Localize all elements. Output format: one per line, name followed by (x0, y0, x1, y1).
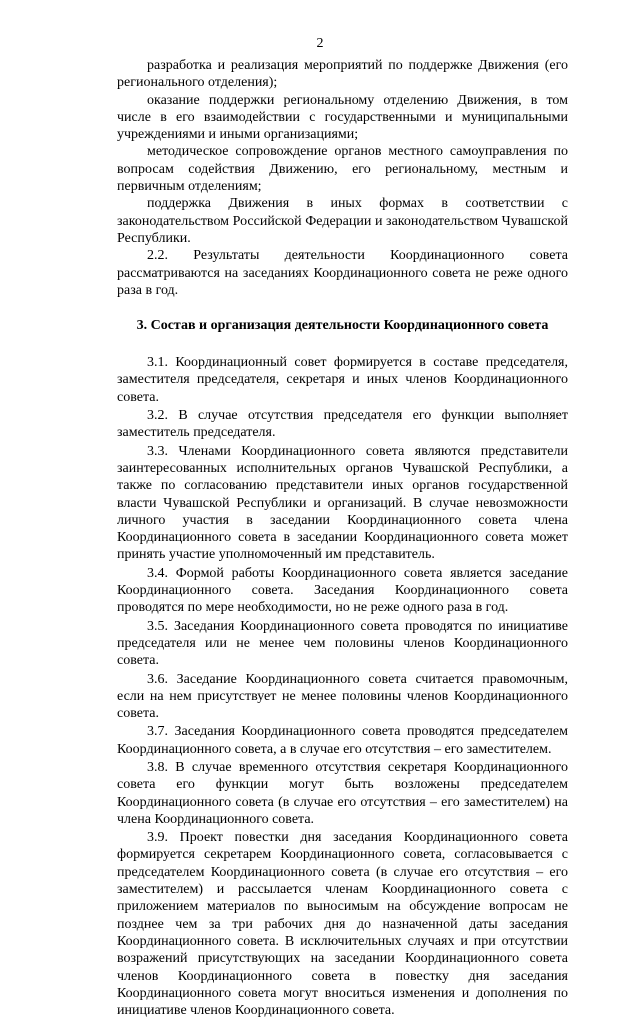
paragraph: 3.5. Заседания Координационного совета проводятся по инициативе председателя или не менее чем половины членов Координационного совета. (117, 618, 568, 669)
paragraph: 3.2. В случае отсутствия председателя его функции выполняет заместитель председателя. (117, 408, 568, 441)
paragraph: 3.1. Координационный совет формируется в составе председателя, заместителя председателя, секретаря и иных членов Координационного совета. (117, 355, 568, 405)
paragraph: 2.2. Результаты деятельности Координационного совета рассматриваются на заседаниях Координационного совета не реже одного раза в год. (117, 248, 568, 298)
paragraph: 3.9. Проект повестки дня заседания Координационного совета формируется секретарем Координационного совета, согласовывается с председателем Координационного совета (в случае его отсутствия – его заместителем) и рассылается членам Координационного совета с приложением материалов по выносимым на обсуждение вопросам не позднее чем за три рабочих дня до назначенной даты заседания Координационного совета. В исключительных случаях и при отсутствии возражений присутствующих на заседании Координационного совета членов Координационного совета в повестку дня заседания Координационного совета могут вноситься изменения и дополнения по инициативе членов Координационного совета. (117, 830, 568, 1019)
paragraph: оказание поддержки региональному отделению Движения, в том числе в его взаимодействии с государственными и муниципальными учреждениями и иными организациями; (117, 92, 568, 143)
section-heading: 3. Состав и организация деятельности Координационного совета (136, 318, 549, 334)
paragraph: 3.3. Членами Координационного совета являются представители заинтересованных исполнительных органов Чувашской Республики, а также по согласованию представители иных органов государственной власти Чувашской Республики и организаций. В случае невозможности личного участия в заседании Координационного совета члена Координационного совета в заседании Координационного совета может принять участие уполномоченный им представитель. (117, 443, 568, 563)
paragraph: методическое сопровождение органов местного самоуправления по вопросам содействия Движению, его региональному, местным и первичным отделениям; (117, 144, 568, 195)
page-number: 2 (316, 36, 324, 51)
paragraph: 3.6. Заседание Координационного совета считается правомочным, если на нем присутствует не менее половины членов Координационного совета. (117, 671, 568, 722)
paragraph: разработка и реализация мероприятий по поддержке Движения (его регионального отделения); (117, 58, 568, 91)
document-body (117, 57, 568, 1019)
paragraph: 3.4. Формой работы Координационного совета является заседание Координационного совета. Заседания Координационного совета проводятся по мере необходимости, но не реже одного раза в год. (117, 565, 568, 616)
paragraph: 3.7. Заседания Координационного совета проводятся председателем Координационного совета, а в случае его отсутствия – его заместителем. (117, 724, 568, 757)
paragraph: 3.8. В случае временного отсутствия секретаря Координационного совета его функции могут быть возложены председателем Координационного совета (в случае его отсутствия – его заместителем) на члена Координационного совета. (117, 759, 568, 827)
paragraph: поддержка Движения в иных формах в соответствии с законодательством Российской Федерации и законодательством Чувашской Республики. (117, 196, 568, 246)
